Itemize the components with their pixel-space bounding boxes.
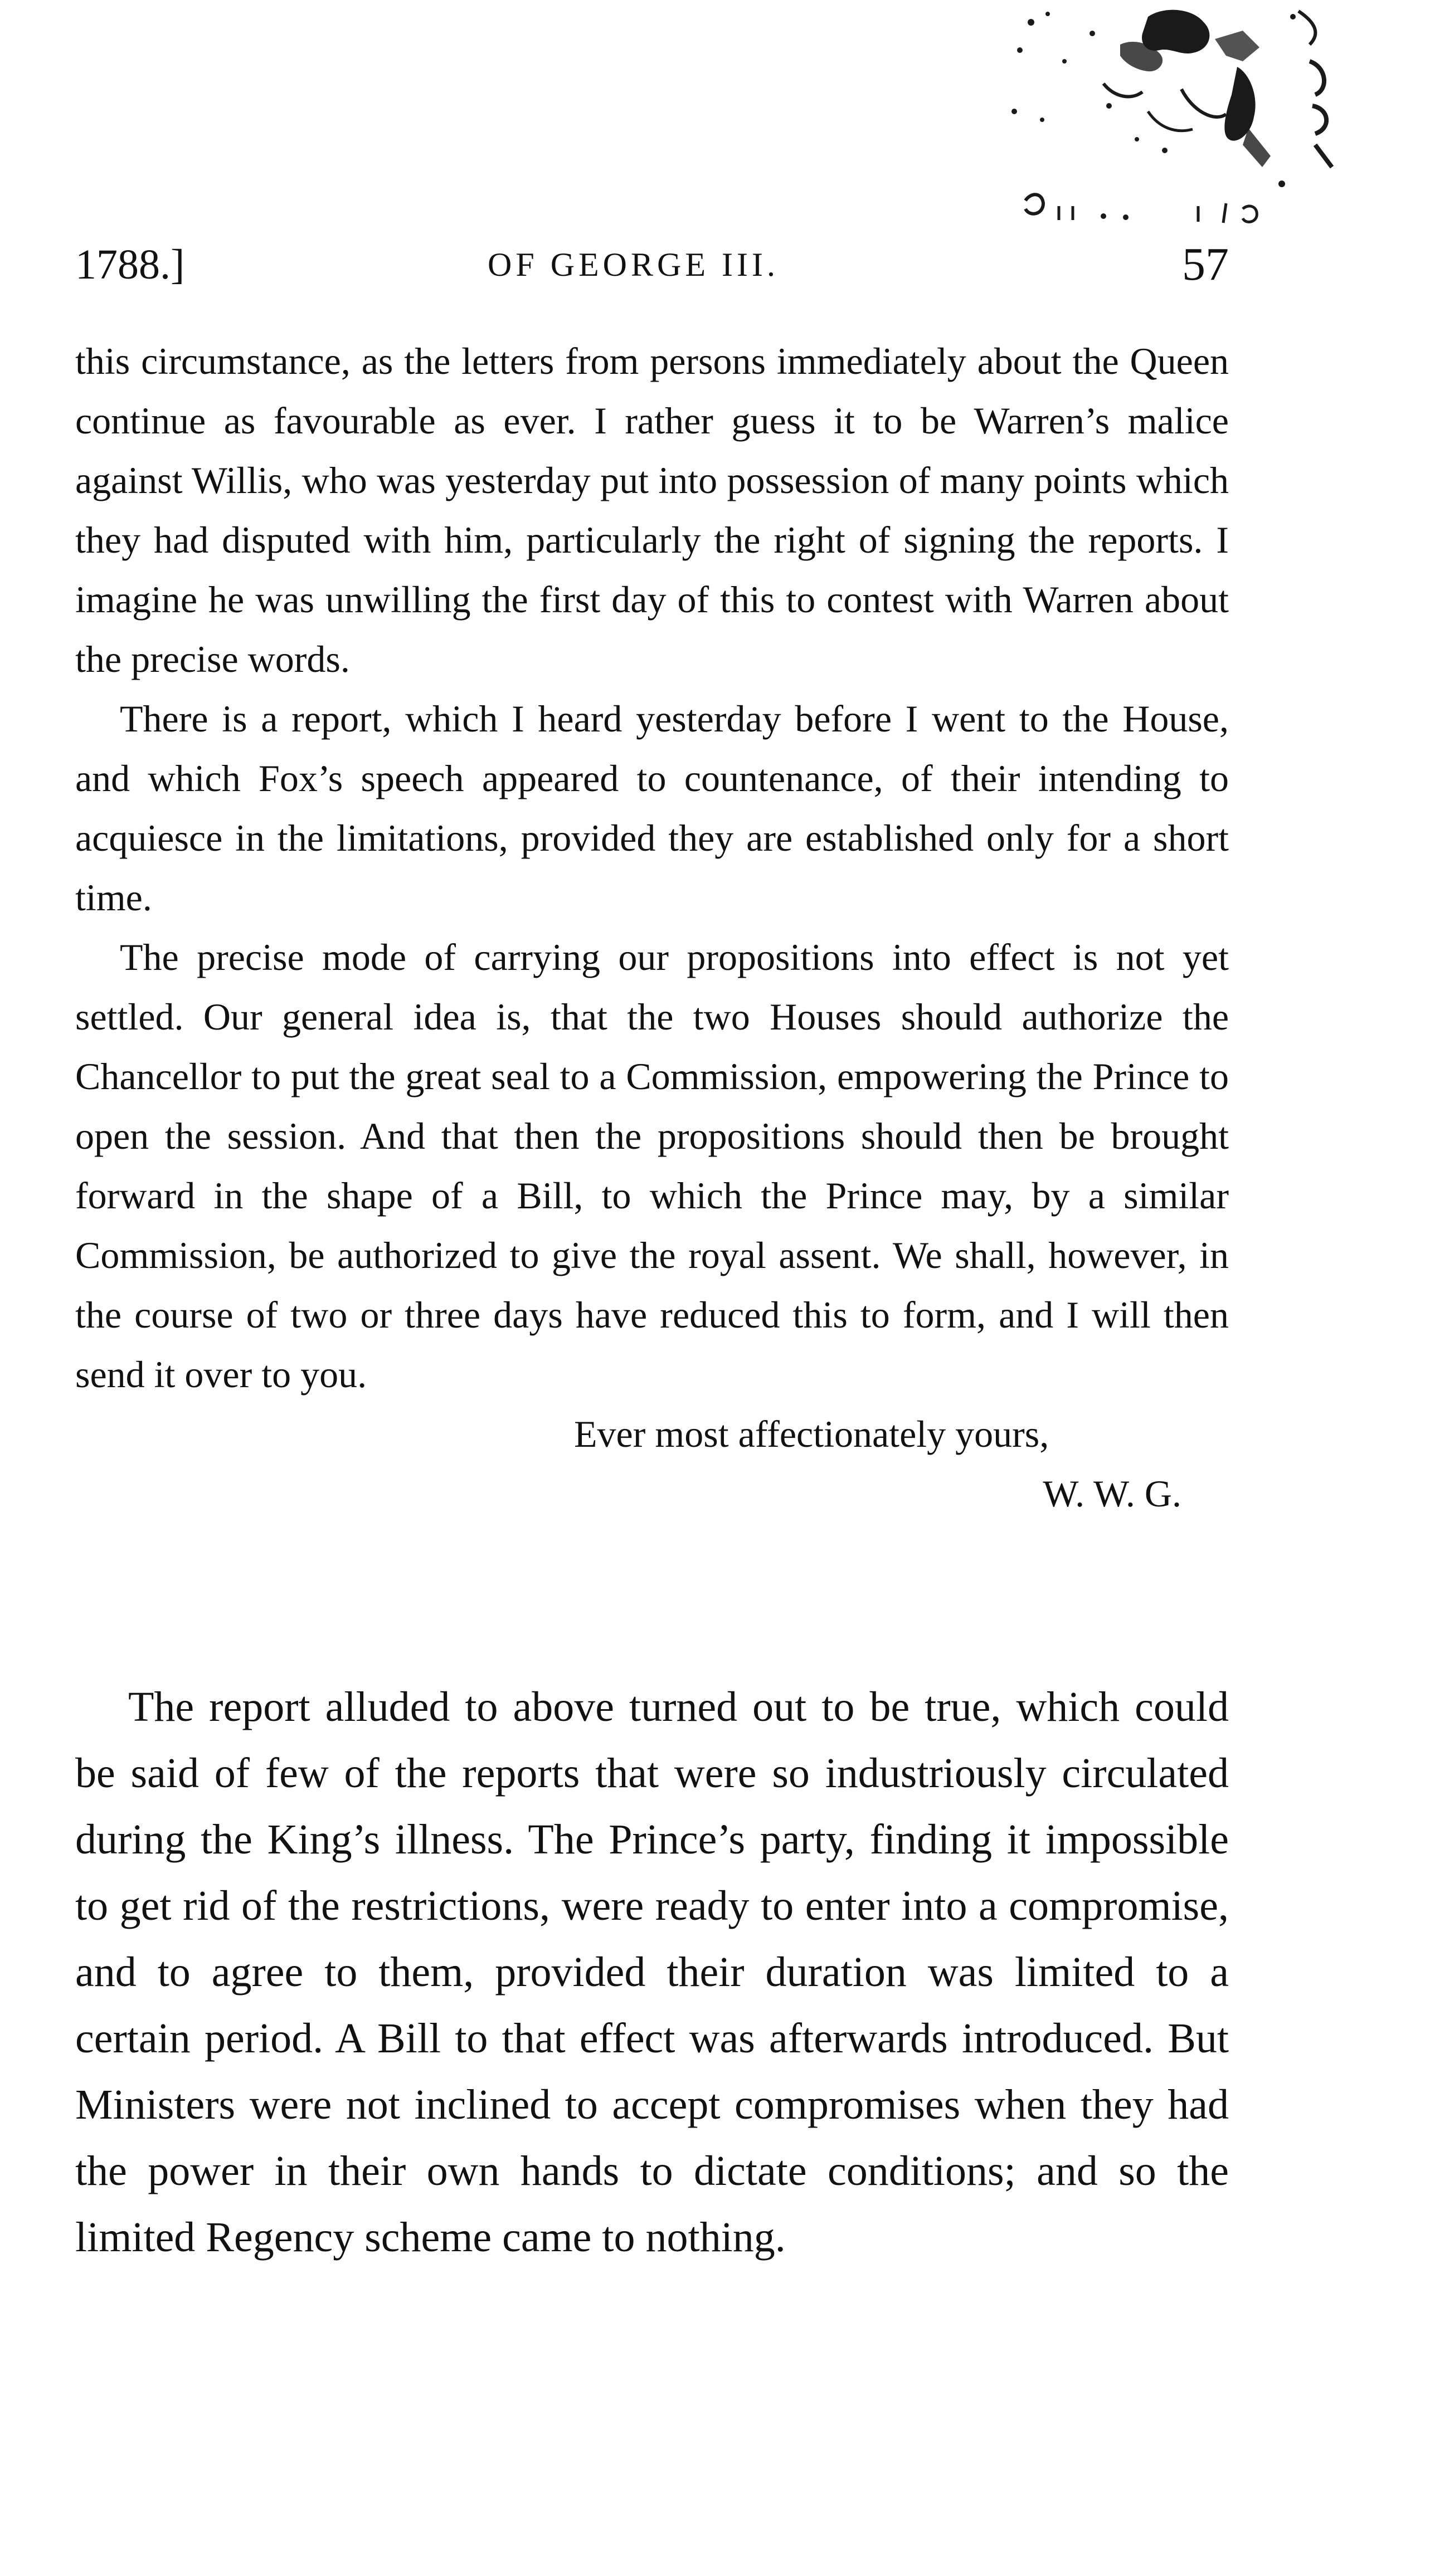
letter-paragraph: There is a report, which I heard yesterday before I went to the House, and which Fox’s speech appeared to countenance, of their intending to acquiesce in the limitations, provided they are established only for a short time. <box>75 697 1229 919</box>
letter-paragraph: The precise mode of carrying our propositions into effect is not yet settled. Our general idea is, that the two Houses should authorize the Chancellor to put the great seal to a Commission, empowering the Prince to open the session. And that then the propositions should then be brought forward in the shape of a Bill, to which the Prince may, by a similar Commission, be authorized to give the royal assent. We shall, however, in the course of two or three days have reduced this to form, and I will then send it over to you. <box>75 936 1229 1396</box>
running-head-title: OF GEORGE III. <box>488 246 779 283</box>
letter-closing: Ever most affectionately yours, <box>574 1413 1049 1455</box>
page-number: 57 <box>1182 238 1229 290</box>
running-head-year: 1788.] <box>75 241 185 288</box>
letter-body <box>75 331 1229 1524</box>
library-stamp <box>981 0 1337 234</box>
running-head <box>75 237 1229 292</box>
commentary-paragraph: The report alluded to above turned out to be true, which could be said of few of the reports that were so industriously circulated during the King’s illness. The Prince’s party, finding it impossible to get rid of the restrictions, were ready to enter into a compromise, and to agree to them, provided their duration was limited to a certain period. A Bill to that effect was afterwards introduced. But Ministers were not inclined to accept compromises when they had the power in their own hands to dictate conditions; and so the limited Regency scheme came to nothing. <box>75 1684 1229 2261</box>
letter-signature: W. W. G. <box>1043 1472 1181 1515</box>
commentary <box>75 1674 1229 2271</box>
letter-paragraph: this circumstance, as the letters from persons immediately about the Queen continue as favourable as ever. I rather guess it to be Warren’s malice against Willis, who was yesterday put into possession of many points which they had disputed with him, particularly the right of signing the reports. I imagine he was unwilling the first day of this to contest with Warren about the precise words. <box>75 340 1229 680</box>
